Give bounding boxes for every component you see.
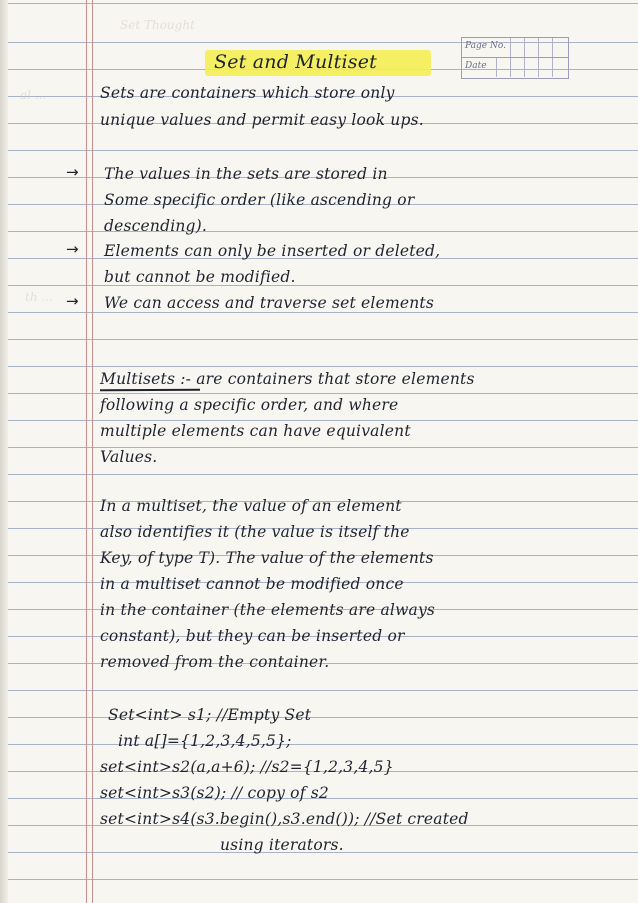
page-title: Set and Multiset [214,51,378,73]
paragraph-line: constant), but they can be inserted or [100,627,405,645]
point-line: Some specific order (like ascending or [104,191,415,209]
code-line: set<int>s3(s2); // copy of s2 [100,784,329,802]
paragraph-line: In a multiset, the value of an element [100,497,402,515]
paragraph-line: in a multiset cannot be modified once [100,575,404,593]
paragraph-line: Key, of type T). The value of the elements [100,549,434,567]
intro-line: Sets are containers which store only [100,84,395,102]
margin-line [86,0,87,903]
margin-line [92,0,93,903]
point-line: The values in the sets are stored in [104,165,388,183]
code-line: Set<int> s1; //Empty Set [108,706,312,724]
date-label: Date [465,61,487,71]
point-line: Elements can only be inserted or deleted, [104,242,441,260]
point-line: We can access and traverse set elements [104,294,434,312]
arrow-icon: → [66,240,79,258]
code-line: int a[]={1,2,3,4,5,5}; [118,732,292,750]
multiset-def-line: following a specific order, and where [100,396,399,414]
page-no-label: Page No. [465,41,506,51]
code-line: set<int>s4(s3.begin(),s3.end()); //Set created [100,810,469,828]
point-line: descending). [104,217,208,235]
multiset-def-line: Multisets :- are containers that store elements [100,370,475,388]
paragraph-line: removed from the container. [100,653,330,671]
page-header-box [461,37,569,79]
paragraph-line: also identifies it (the value is itself the [100,523,410,541]
paragraph-line: in the container (the elements are always [100,601,436,619]
code-line: using iterators. [220,836,344,854]
arrow-icon: → [66,292,79,310]
page-spine [0,0,8,903]
multiset-def-line: multiple elements can have equivalent [100,422,411,440]
point-line: but cannot be modified. [104,268,296,286]
intro-line: unique values and permit easy look ups. [100,111,424,129]
arrow-icon: → [66,163,79,181]
code-line: set<int>s2(a,a+6); //s2={1,2,3,4,5} [100,758,394,776]
heading-underline [100,389,200,391]
multiset-def-line: Values. [100,448,158,466]
notebook-page: Page No. Date Set Thought al ... th ... Set and Multiset Sets are containers which store only unique values and permit easy look ups. → The values in the sets are stored in Some specific order (like ascending or descending). → Elements can only be inserted or deleted, but cannot be modified. → We can access and traverse set elements Multisets :- are containers that store elements following a specific order, and where multiple elements can have equivalent Values. In a multiset, the value of an element also identifies it (the value is itself the Key, of type T). The value of the elements in a multiset cannot be modified once in the container (the elements are always constant), but they can be inserted or removed from the container. Set<int> s1; //Empty Set int a[]={1,2,3,4,5,5}; set<int>s2(a,a+6); //s2={1,2,3,4,5} set<int>s3(s2); // copy of s2 set<int>s4(s3.begin(),s3.end()); //Set created using iterators. [0,0,638,903]
